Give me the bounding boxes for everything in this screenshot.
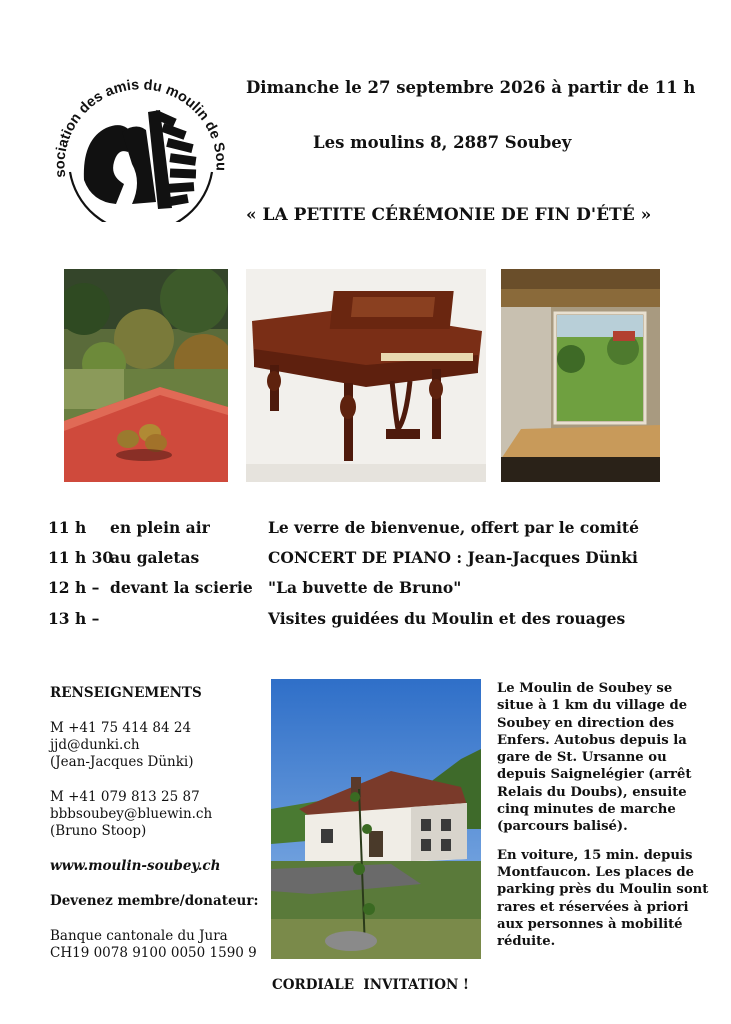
name-jean-jacques: (Jean-Jacques Dünki) — [50, 754, 194, 770]
email-jean-jacques[interactable]: jjd@dunki.ch — [50, 737, 140, 753]
mill-wheel-logo-icon — [48, 52, 234, 222]
event-title: « LA PETITE CÉRÉMONIE DE FIN D'ÉTÉ » — [246, 205, 652, 225]
schedule-time: 11 h 30 — [48, 548, 114, 567]
phone-jean-jacques: M +41 75 414 84 24 — [50, 720, 192, 736]
event-address: Les moulins 8, 2887 Soubey — [313, 133, 572, 152]
event-date: Dimanche le 27 septembre 2026 à partir de 11 h — [246, 78, 696, 97]
info-paragraph-location: Le Moulin de Soubey se situe à 1 km du village de Soubey en direction des Enfers. Autobus depuis la gare de St. Ursanne ou depuis Saignelégier (arrêt Relais du Doubs), ensuite cinq minutes de marche (parcours balisé). — [497, 681, 692, 835]
access-info — [497, 680, 711, 961]
schedule-time: 11 h — [48, 518, 87, 537]
schedule-activity: CONCERT DE PIANO : Jean-Jacques Dünki — [268, 548, 638, 567]
contact-heading: RENSEIGNEMENTS — [50, 685, 202, 701]
schedule-time: 13 h – — [48, 609, 100, 628]
mill-house-photo — [271, 679, 481, 959]
schedule-place: devant la scierie — [110, 578, 253, 597]
window-view-photo — [501, 269, 660, 482]
info-paragraph-parking: En voiture, 15 min. depuis Montfaucon. Les places de parking près du Moulin sont rares et réservées à priori aux personnes à mobilité réduite. — [497, 847, 709, 950]
phone-bruno: M +41 079 813 25 87 — [50, 789, 200, 805]
schedule-activity: Visites guidées du Moulin et des rouages — [268, 609, 626, 628]
cordial-invitation — [272, 977, 469, 993]
contact-section — [50, 685, 260, 962]
name-bruno: (Bruno Stoop) — [50, 823, 147, 839]
email-bruno[interactable]: bbbsoubey@bluewin.ch — [50, 806, 213, 822]
garden-table-apples-photo — [64, 269, 228, 482]
membership-text: Devenez membre/donateur: — [50, 893, 259, 909]
bank-name: Banque cantonale du Jura — [50, 928, 228, 944]
schedule-activity: "La buvette de Bruno" — [268, 578, 462, 597]
schedule-place: en plein air — [110, 518, 210, 537]
bank-iban: CH19 0078 9100 0050 1590 9 — [50, 945, 257, 961]
schedule-time: 12 h – — [48, 578, 100, 597]
website-link[interactable]: www.moulin-soubey.ch — [50, 858, 221, 874]
association-logo — [48, 52, 234, 222]
schedule-place: au galetas — [110, 548, 200, 567]
schedule-activity: Le verre de bienvenue, offert par le comité — [268, 518, 639, 537]
antique-piano-photo — [246, 269, 486, 482]
logo-arc-text: sociation des amis du moulin de Sou — [52, 77, 229, 179]
invitation-text: CORDIALE INVITATION ! — [272, 977, 469, 993]
